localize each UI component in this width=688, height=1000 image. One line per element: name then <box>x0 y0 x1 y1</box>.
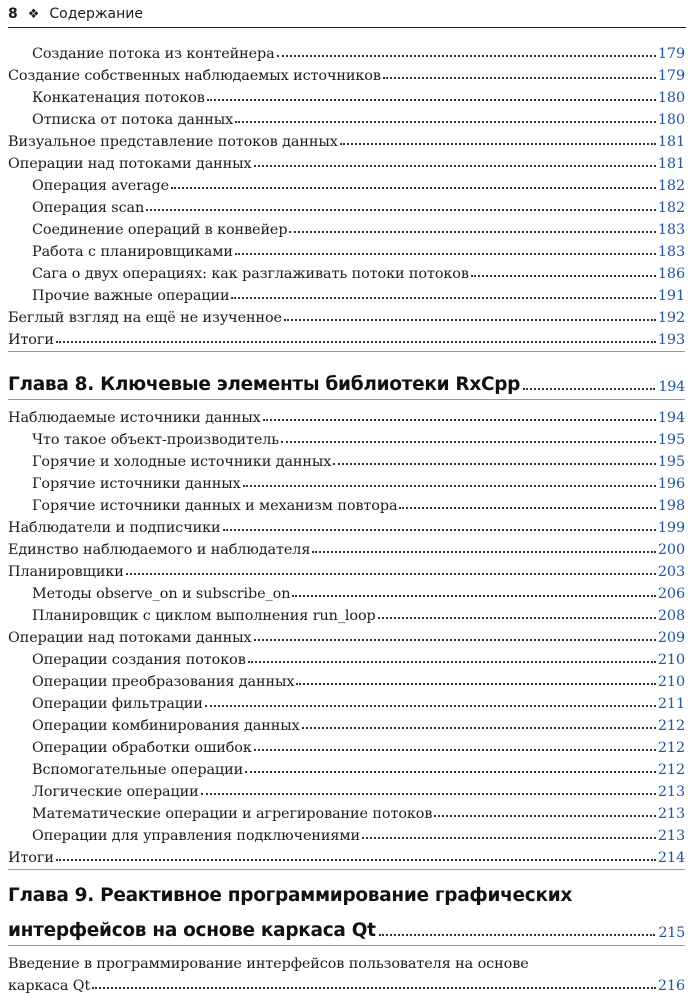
toc-entry[interactable] <box>8 448 685 470</box>
chapter-9-heading[interactable] <box>8 885 685 941</box>
page-ref[interactable]: 186 <box>657 266 685 282</box>
toc-entry-title[interactable]: Математические операции и агрегирование потоков <box>32 806 433 822</box>
toc-group-chapter8 <box>8 404 685 866</box>
toc-entry-title[interactable]: Операции для управления подключениями <box>32 828 360 844</box>
toc-entry-title[interactable]: Горячие источники данных <box>32 476 241 492</box>
toc-entry-title[interactable]: Прочие важные операции <box>32 288 230 304</box>
toc-entry[interactable] <box>8 756 685 778</box>
toc-entry[interactable] <box>8 106 685 128</box>
table-of-contents <box>8 40 685 994</box>
toc-entry[interactable] <box>8 624 685 646</box>
toc-entry-title[interactable]: Беглый взгляд на ещё не изученное <box>8 310 282 326</box>
leader-dots <box>378 617 656 619</box>
page-ref[interactable]: 214 <box>657 850 685 866</box>
toc-entry[interactable] <box>8 492 685 514</box>
page-ref[interactable]: 200 <box>657 542 685 558</box>
toc-entry-title[interactable]: Планировщик с циклом выполнения run_loop <box>32 608 376 624</box>
page-ref[interactable]: 209 <box>657 630 685 646</box>
toc-entry-title[interactable]: Создание потока из контейнера <box>32 46 275 62</box>
toc-entry-title[interactable]: Наблюдатели и подписчики <box>8 520 221 536</box>
page-ref[interactable]: 192 <box>657 310 685 326</box>
page-ref[interactable]: 213 <box>657 806 685 822</box>
leader-dots <box>56 859 656 861</box>
toc-entry[interactable] <box>8 62 685 84</box>
leader-dots <box>296 683 655 685</box>
ornament-icon: ❖ <box>27 6 40 22</box>
page-ref[interactable]: 183 <box>657 244 685 260</box>
leader-dots <box>362 837 656 839</box>
leader-dots <box>254 165 656 167</box>
leader-dots <box>289 231 655 233</box>
toc-entry-title[interactable]: Методы observe_on и subscribe_on <box>32 586 291 602</box>
page-ref[interactable]: 191 <box>657 288 685 304</box>
toc-entry-title[interactable]: Операция scan <box>32 200 145 216</box>
toc-entry[interactable] <box>8 602 685 624</box>
leader-dots <box>205 705 656 707</box>
leader-dots <box>231 297 655 299</box>
page-ref[interactable]: 180 <box>657 112 685 128</box>
toc-entry-title[interactable]: Соединение операций в конвейер <box>32 222 288 238</box>
toc-entry-title[interactable]: Операции создания потоков <box>32 652 246 668</box>
page-ref[interactable]: 195 <box>657 432 685 448</box>
page-ref[interactable]: 195 <box>657 454 685 470</box>
leader-dots <box>434 815 655 817</box>
leader-dots <box>333 463 656 465</box>
page-ref[interactable]: 212 <box>657 762 685 778</box>
toc-entry[interactable] <box>8 216 685 238</box>
toc-entry[interactable] <box>8 194 685 216</box>
toc-entry-title[interactable]: Что такое объект-производитель <box>32 432 280 448</box>
page-ref[interactable]: 179 <box>657 46 685 62</box>
toc-entry[interactable] <box>8 40 685 62</box>
toc-entry-title[interactable]: Планировщики <box>8 564 124 580</box>
page-ref[interactable]: 193 <box>657 332 685 348</box>
leader-dots <box>284 319 656 321</box>
toc-entry[interactable] <box>8 800 685 822</box>
leader-dots <box>56 341 656 343</box>
leader-dots <box>126 573 656 575</box>
leader-dots <box>146 209 656 211</box>
chapter-title-line2[interactable]: интерфейсов на основе каркаса Qt <box>8 920 376 941</box>
toc-entry[interactable] <box>8 536 685 558</box>
toc-entry[interactable] <box>8 326 685 348</box>
toc-entry-line2[interactable]: каркаса Qt <box>8 978 91 994</box>
page-ref[interactable]: 210 <box>657 674 685 690</box>
page-ref[interactable]: 198 <box>657 498 685 514</box>
page-ref[interactable]: 181 <box>657 134 685 150</box>
toc-entry[interactable] <box>8 844 685 866</box>
leader-dots <box>254 749 656 751</box>
leader-dots <box>281 441 656 443</box>
toc-entry[interactable] <box>8 172 685 194</box>
leader-dots <box>379 934 656 936</box>
page-ref[interactable]: 215 <box>658 925 685 941</box>
chapter-title-line1[interactable]: Глава 9. Реактивное программирование графических <box>8 885 572 906</box>
toc-entry-title[interactable]: Визуальное представление потоков данных <box>8 134 338 150</box>
leader-dots <box>235 253 656 255</box>
toc-entry-title[interactable]: Операция average <box>32 178 170 194</box>
toc-group-chapter7 <box>8 40 685 348</box>
running-title: Содержание <box>49 6 143 22</box>
toc-entry[interactable] <box>8 238 685 260</box>
toc-entry[interactable] <box>8 260 685 282</box>
page-ref[interactable]: 208 <box>657 608 685 624</box>
leader-dots <box>235 121 656 123</box>
toc-entry[interactable] <box>8 426 685 448</box>
toc-entry[interactable] <box>8 304 685 326</box>
page-ref[interactable]: 194 <box>657 410 685 426</box>
leader-dots <box>277 55 656 57</box>
page-ref[interactable]: 211 <box>657 696 685 712</box>
toc-entry[interactable] <box>8 128 685 150</box>
toc-entry-title[interactable]: Операции над потоками данных <box>8 156 252 172</box>
toc-entry-title[interactable]: Конкатенация потоков <box>32 90 205 106</box>
toc-entry[interactable] <box>8 580 685 602</box>
leader-dots <box>254 639 656 641</box>
toc-entry-title[interactable]: Операции фильтрации <box>32 696 203 712</box>
toc-entry-title[interactable]: Работа с планировщиками <box>32 244 233 260</box>
toc-entry-title[interactable]: Итоги <box>8 332 54 348</box>
toc-entry[interactable] <box>8 282 685 304</box>
toc-entry[interactable] <box>8 778 685 800</box>
toc-entry[interactable] <box>8 558 685 580</box>
toc-entry-title[interactable]: Создание собственных наблюдаемых источников <box>8 68 381 84</box>
leader-dots <box>223 529 656 531</box>
leader-dots <box>263 419 656 421</box>
toc-entry[interactable] <box>8 84 685 106</box>
page-ref[interactable]: 179 <box>657 68 685 84</box>
page-ref[interactable]: 213 <box>657 784 685 800</box>
leader-dots <box>292 595 655 597</box>
page-ref[interactable]: 180 <box>657 90 685 106</box>
toc-entry[interactable] <box>8 712 685 734</box>
leader-dots <box>245 771 656 773</box>
toc-entry[interactable] <box>8 690 685 712</box>
leader-dots <box>207 99 656 101</box>
header-rule <box>8 27 686 28</box>
toc-entry[interactable] <box>8 514 685 536</box>
page-ref[interactable]: 194 <box>658 379 685 395</box>
toc-entry-title[interactable]: Единство наблюдаемого и наблюдателя <box>8 542 311 558</box>
page-ref[interactable]: 203 <box>657 564 685 580</box>
toc-entry-title[interactable]: Горячие и холодные источники данных <box>32 454 332 470</box>
toc-entry-title[interactable]: Операции обработки ошибок <box>32 740 252 756</box>
toc-entry-title[interactable]: Операции преобразования данных <box>32 674 295 690</box>
toc-entry[interactable] <box>8 950 685 994</box>
page-number: 8 <box>8 6 18 22</box>
leader-dots <box>302 727 656 729</box>
page-ref[interactable]: 213 <box>657 828 685 844</box>
section-divider <box>8 869 685 870</box>
chapter-title[interactable]: Глава 8. Ключевые элементы библиотеки RxCpp <box>8 374 521 395</box>
toc-entry[interactable] <box>8 822 685 844</box>
leader-dots <box>201 793 656 795</box>
toc-entry-title[interactable]: Итоги <box>8 850 54 866</box>
leader-dots <box>471 275 656 277</box>
page-ref[interactable]: 183 <box>657 222 685 238</box>
page-ref[interactable]: 181 <box>657 156 685 172</box>
page-ref[interactable]: 206 <box>657 586 685 602</box>
toc-entry-title[interactable]: Отписка от потока данных <box>32 112 234 128</box>
page-ref[interactable]: 216 <box>657 978 685 994</box>
toc-entry[interactable] <box>8 668 685 690</box>
leader-dots <box>92 987 656 989</box>
toc-entry[interactable] <box>8 646 685 668</box>
toc-entry[interactable] <box>8 150 685 172</box>
page-ref[interactable]: 210 <box>657 652 685 668</box>
section-divider <box>8 945 685 946</box>
page-ref[interactable]: 212 <box>657 740 685 756</box>
leader-dots <box>340 143 656 145</box>
leader-dots <box>312 551 656 553</box>
leader-dots <box>243 485 656 487</box>
toc-entry-title[interactable]: Сага о двух операциях: как разглаживать потоки потоков <box>32 266 469 282</box>
section-divider <box>8 351 685 352</box>
leader-dots <box>171 187 656 189</box>
toc-entry[interactable] <box>8 470 685 492</box>
leader-dots <box>399 507 655 509</box>
page-ref[interactable]: 182 <box>657 178 685 194</box>
page-header <box>8 2 684 26</box>
toc-entry-title[interactable]: Логические операции <box>32 784 199 800</box>
leader-dots <box>383 77 656 79</box>
toc-entry-line1[interactable]: Введение в программирование интерфейсов пользователя на основе <box>8 956 529 972</box>
page-ref[interactable]: 199 <box>657 520 685 536</box>
page-ref[interactable]: 182 <box>657 200 685 216</box>
leader-dots <box>248 661 656 663</box>
toc-entry[interactable] <box>8 734 685 756</box>
toc-entry[interactable] <box>8 404 685 426</box>
section-divider <box>8 399 685 400</box>
toc-entry-title[interactable]: Вспомогательные операции <box>32 762 244 778</box>
toc-entry-title[interactable]: Операции над потоками данных <box>8 630 252 646</box>
toc-entry-title[interactable]: Горячие источники данных и механизм повтора <box>32 498 398 514</box>
chapter-8-heading[interactable] <box>8 367 685 395</box>
page-ref[interactable]: 196 <box>657 476 685 492</box>
toc-entry-title[interactable]: Операции комбинирования данных <box>32 718 300 734</box>
page-ref[interactable]: 212 <box>657 718 685 734</box>
toc-entry-title[interactable]: Наблюдаемые источники данных <box>8 410 261 426</box>
leader-dots <box>523 388 655 390</box>
